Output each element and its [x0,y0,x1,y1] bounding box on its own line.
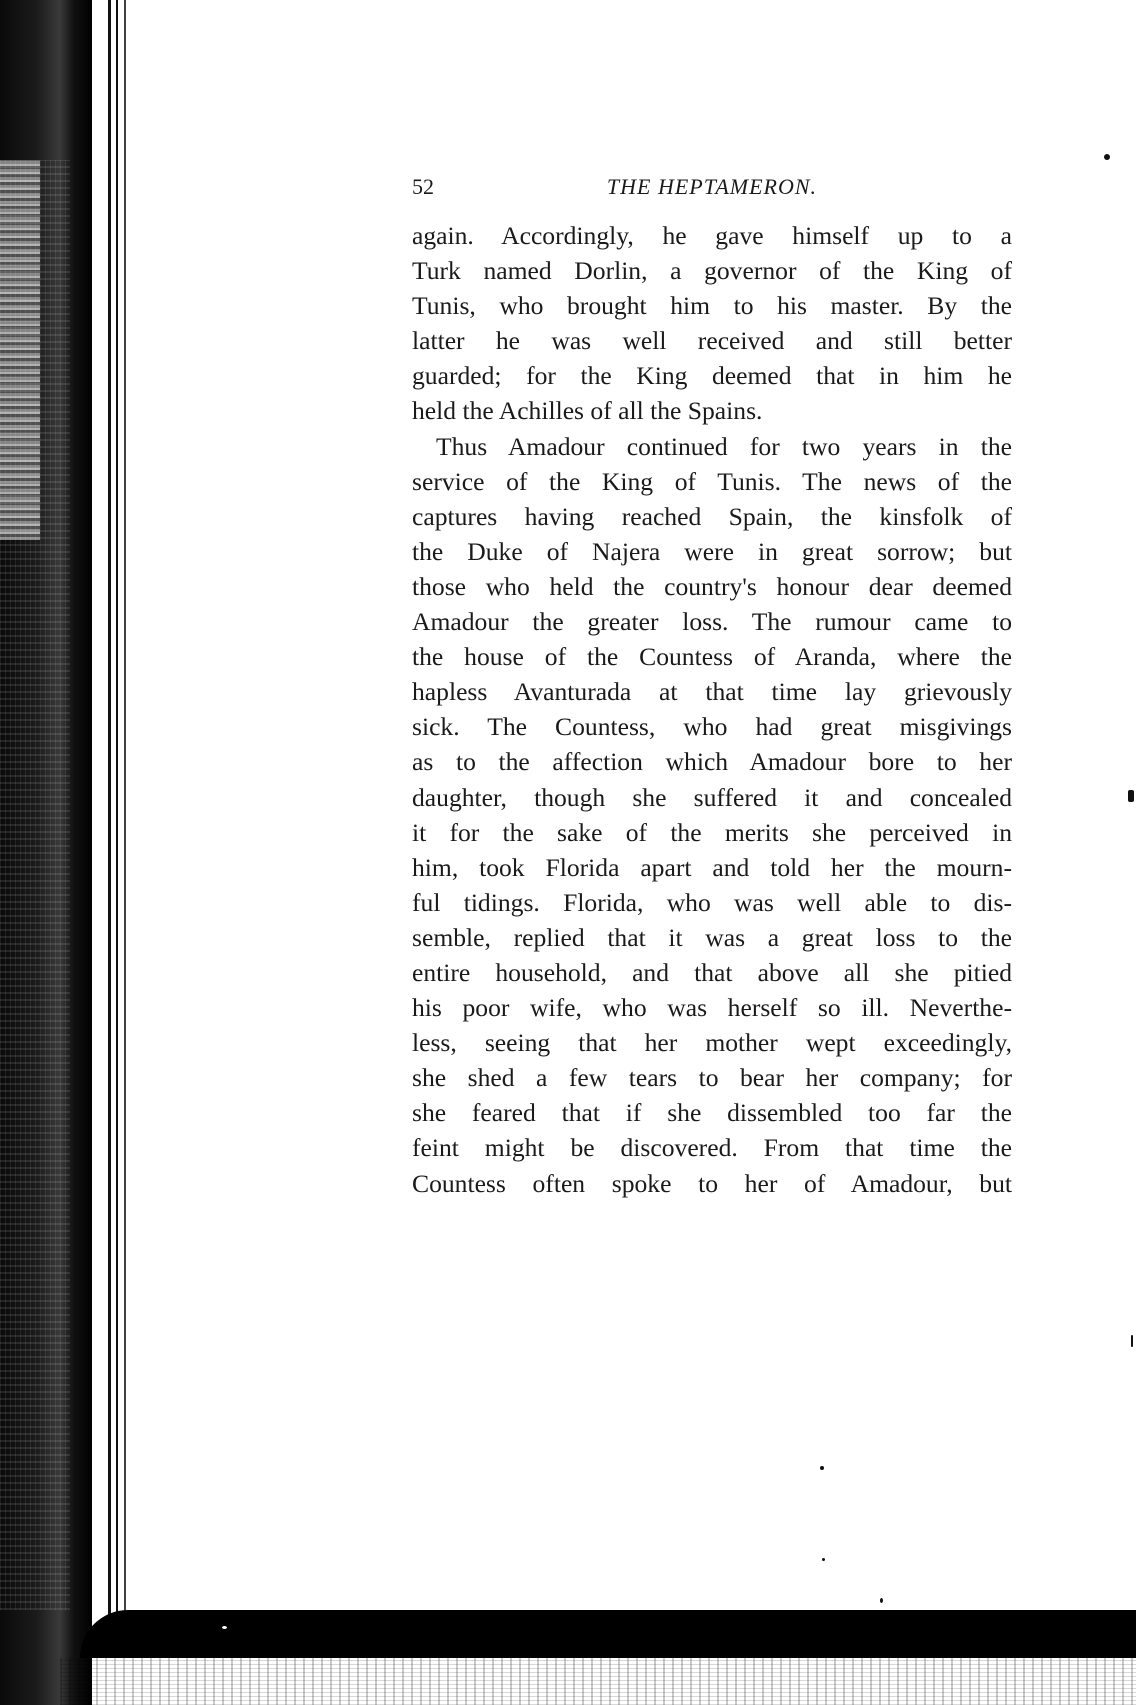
text-line: the Duke of Najera were in great sorrow; but [412,536,1012,566]
text-line: Turk named Dorlin, a governor of the King of [412,256,1012,286]
gutter-line [116,0,118,1620]
scan-speck [222,1626,227,1629]
text-line: she feared that if she dissembled too far the [412,1098,1012,1128]
scan-speck [820,1466,824,1470]
scan-speck [1131,1335,1133,1347]
gutter-line [108,0,111,1620]
text-line: him, took Florida apart and told her the mourn- [412,852,1012,882]
scan-speck [1104,154,1110,160]
text-line: his poor wife, who was herself so ill. Neverthe- [412,993,1012,1023]
text-line: again. Accordingly, he gave himself up to a [412,221,1012,250]
scan-bottom-edge [80,1610,1136,1658]
text-line: hapless Avanturada at that time lay grievously [412,677,1012,707]
paragraph [412,218,1012,429]
text-line: as to the affection which Amadour bore to her [412,747,1012,777]
text-line: Countess often spoke to her of Amadour, but [412,1168,1012,1198]
text-line: sick. The Countess, who had great misgivings [412,712,1012,742]
text-line: those who held the country's honour dear deemed [412,571,1012,601]
page-number: 52 [412,174,434,199]
scan-speck [880,1598,883,1603]
running-head [412,170,1012,210]
scan-speck [822,1558,825,1561]
gutter-line [124,0,126,1620]
text-line: captures having reached Spain, the kinsfolk of [412,501,1012,531]
book-page [412,170,1012,1201]
paragraph [412,429,1012,1201]
text-line: the house of the Countess of Aranda, where the [412,642,1012,672]
text-line: held the Achilles of all the Spains. [412,396,763,426]
text-line: Thus Amadour continued for two years in the [436,431,1012,461]
running-title: THE HEPTAMERON. [606,174,818,199]
text-line: she shed a few tears to bear her company; for [412,1063,1012,1093]
text-line: daughter, though she suffered it and concealed [412,782,1012,812]
scan-binding-speckle [0,160,70,1610]
text-line: less, seeing that her mother wept exceedingly, [412,1028,1012,1058]
scan-bottom-noise [60,1658,1136,1705]
body-text [412,218,1012,1201]
text-line: semble, replied that it was a great loss to the [412,922,1012,952]
text-line: feint might be discovered. From that time the [412,1133,1012,1163]
text-line: latter he was well received and still better [412,326,1012,356]
text-line: Tunis, who brought him to his master. By the [412,291,1012,321]
text-line: service of the King of Tunis. The news of the [412,466,1012,496]
text-line: ful tidings. Florida, who was well able to dis- [412,887,1012,917]
scan-speck [1128,790,1134,802]
text-line: guarded; for the King deemed that in him he [412,361,1012,391]
text-line: entire household, and that above all she pitied [412,957,1012,987]
text-line: Amadour the greater loss. The rumour came to [412,607,1012,637]
text-line: it for the sake of the merits she perceived in [412,817,1012,847]
